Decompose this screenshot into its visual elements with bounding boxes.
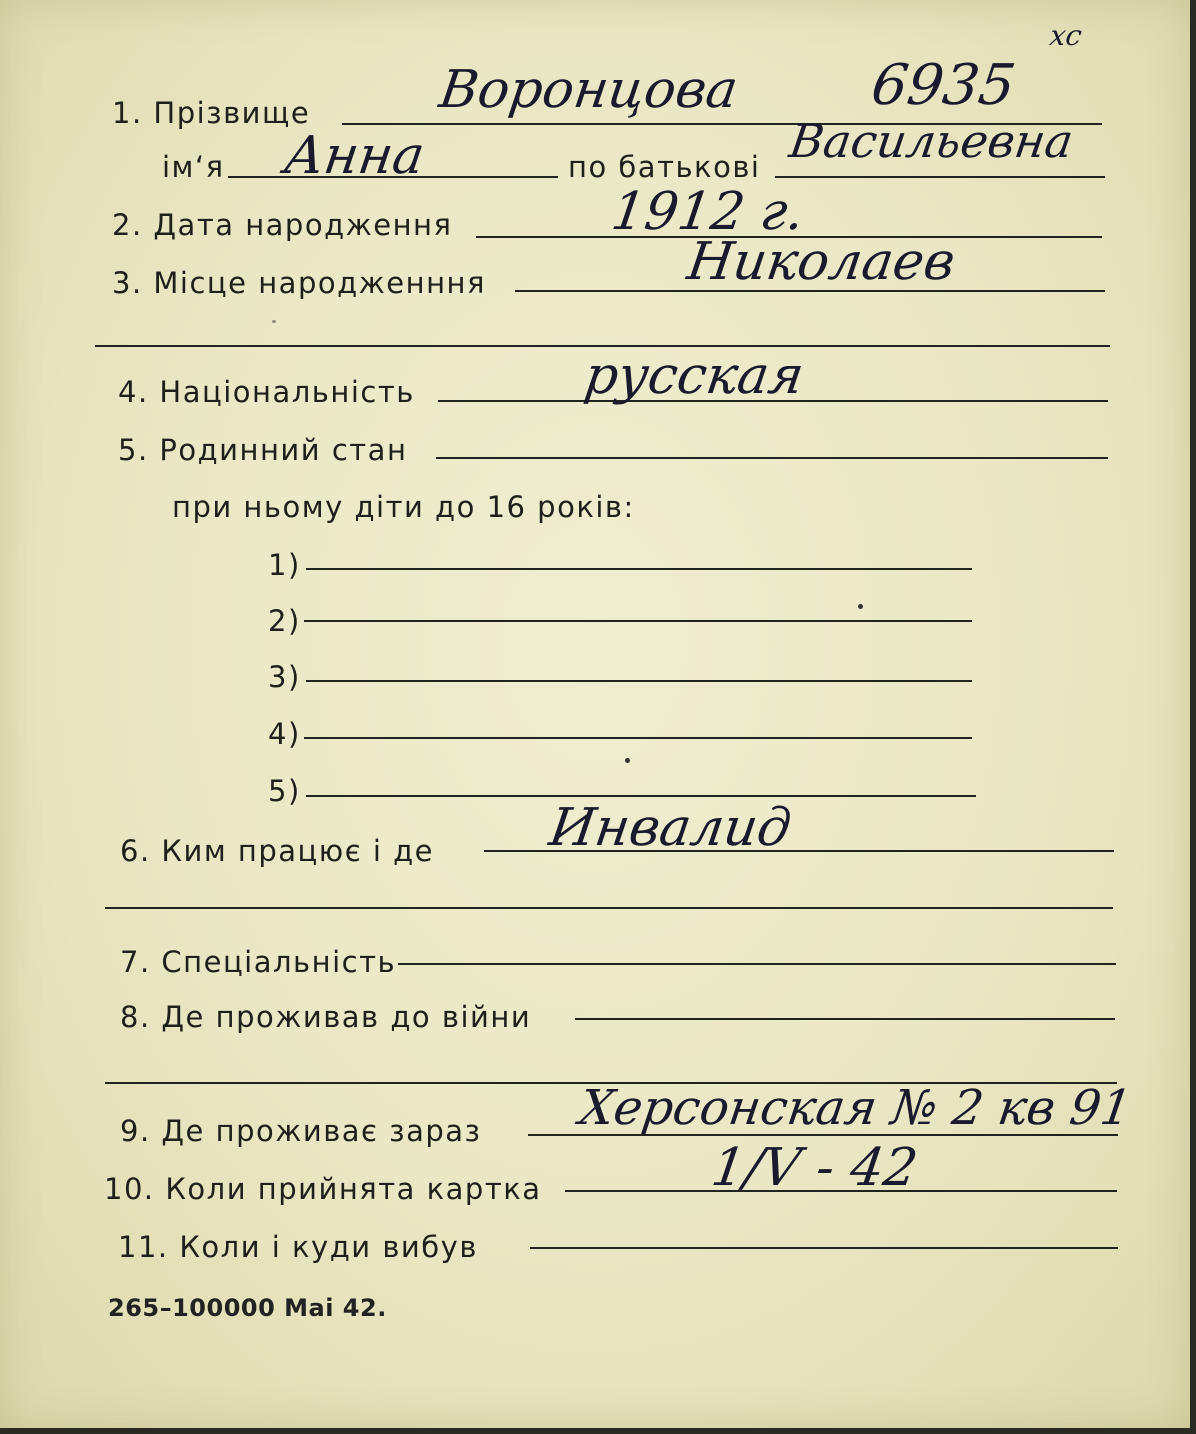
label-name: ім‘я [162,150,225,184]
family-status-line [436,457,1108,459]
child-1-label: 1) [268,548,301,582]
entry-birth-date: 1912 г. [607,182,808,242]
child-3-line [306,680,972,682]
entry-name: Анна [280,126,429,186]
label-current-residence: 9. Де проживає зараз [120,1114,482,1148]
paper-speck [272,320,276,323]
child-1-line [306,568,972,570]
entry-patronymic: Васильевна [786,114,1077,168]
paper-speck [625,758,630,763]
label-birth-date: 2. Дата народження [112,208,453,242]
entry-card-date: 1/V - 42 [707,1138,922,1198]
child-5-label: 5) [268,774,301,808]
departure-line [530,1247,1118,1249]
entry-work: Инвалид [545,798,795,858]
print-code: 265–100000 Mai 42. [108,1294,387,1322]
entry-birth-place: Николаев [683,232,959,292]
label-specialty: 7. Спеціальність [120,945,397,979]
specialty-line [398,963,1116,965]
label-card-date: 10. Коли прийнята картка [104,1172,542,1206]
child-2-label: 2) [268,604,301,638]
entry-surname: Воронцова [435,60,742,120]
label-family-status: 5. Родинний стан [118,433,408,467]
label-departure: 11. Коли і куди вибув [118,1230,478,1264]
prewar-residence-line [575,1018,1115,1020]
label-surname: 1. Прізвище [112,96,311,130]
child-2-line [304,620,972,622]
child-3-label: 3) [268,660,301,694]
label-work: 6. Ким працює і де [120,834,435,868]
work-line-2 [105,907,1113,909]
child-4-line [304,737,972,739]
entry-address: Херсонская № 2 кв 91 [576,1080,1136,1136]
label-nationality: 4. Національність [118,375,415,409]
entry-nationality: русская [580,346,808,406]
entry-number: 6935 [867,53,1020,118]
child-4-label: 4) [268,717,301,751]
label-birth-place: 3. Місце народженння [112,266,486,300]
paper-speck [858,604,863,609]
label-patronymic: по батькові [568,150,761,184]
child-5-line [306,795,976,797]
label-children: при ньому діти до 16 років: [172,490,635,524]
label-prewar-residence: 8. Де проживав до війни [120,1000,532,1034]
patronymic-line [775,176,1105,178]
entry-number-sup: хс [1047,19,1084,52]
